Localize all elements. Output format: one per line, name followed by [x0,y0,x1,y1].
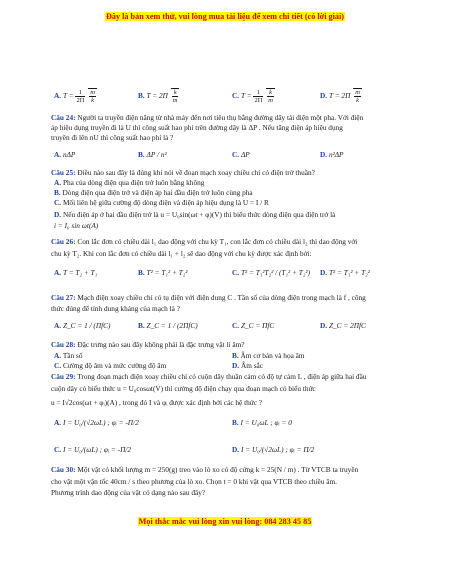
text-span: Z_C = 1 / (2ΠfC) [146,321,198,330]
q29-line-3 [51,398,262,407]
text-span: i = I₀ sin ωt(A) [54,221,99,230]
text-span: Câu 27: [51,293,76,302]
preview-banner-text: Đây là bản xem thử, vui lòng mua tài liệu để xem chi tiết (có lời giải) [105,12,344,21]
q27-line-2 [51,304,180,313]
text-span: Mối liên hệ giữa cường độ dòng điện và điện áp hiệu dụng là U = I / R [62,198,269,207]
text-span: Câu 30: [51,465,76,474]
text-span: A. [54,150,62,159]
q27-option-a [54,321,110,330]
text-span: D. [320,150,328,159]
text-span: m [355,89,360,96]
q24-line-1 [51,113,363,122]
q28-option-c [54,361,166,370]
q30-line-3 [51,488,205,497]
text-span: T² = T₁² + T₂² [328,268,370,277]
text-span: B. [138,91,145,101]
text-span: A. [54,178,62,187]
text-span: cho vật một vận tốc 40cm / s theo phương của lò xo. Chọn t = 0 khi vật qua VTCB theo chiều âm. [51,477,337,486]
q27-line-1 [51,293,366,302]
q29-line-1 [51,372,366,381]
q24-line-3 [51,133,173,142]
text-span: T = 2Π [146,91,168,101]
q28-option-b [232,351,305,360]
text-span: u = I√2cos(ωt + φᵢ)(A) , trong đó I và φᵢ được xác định bởi các hệ thức ? [51,398,263,407]
text-span: D. [54,210,62,219]
text-span: Âm sắc [240,361,264,370]
q29-option-b [232,418,292,427]
text-span: Câu 28: [51,340,76,349]
text-span: m [90,89,95,96]
text-span: A. [54,91,62,101]
q25-option-d-cont [54,221,98,230]
text-span: Đặc trưng nào sau đây không phải là đặc trưng vật lí âm? [77,340,245,349]
text-span: B. [138,321,145,330]
text-span: thức đúng để tính dung kháng của mạch là ? [51,304,180,313]
q24-option-d [320,150,344,159]
q26-option-c [232,268,310,277]
text-span: I = U₀/(√2ωL) ; φᵢ = -Π/2 [62,418,139,427]
text-span: Tần số [62,351,83,360]
q29-line-2 [51,384,316,393]
text-span: k [173,89,177,96]
text-span: B. [232,418,239,427]
q29-option-c [54,445,131,454]
text-span: D. [320,268,328,277]
q28-stem [51,340,245,349]
text-span: C. [232,150,240,159]
text-span: T = [240,91,252,101]
text-span: D. [232,445,240,454]
text-span: Một vật có khối lượng m = 250(g) treo vào lò xo có độ cứng k = 25(N / m) . Từ VTCB ta truyền [77,465,359,474]
text-span: T² = T₁²T₂² / (T₁² + T₂²) [240,268,310,277]
text-span: A. [54,418,62,427]
text-span: D. [232,361,240,370]
text-span: C. [232,321,240,330]
text-span: m [268,97,273,104]
text-span: A. [54,321,62,330]
text-span: I = U₀/(√2ωL) ; φᵢ = Π/2 [240,445,315,454]
q24-option-a [54,150,75,159]
text-span: Dòng điện qua điện trở và điện áp hai đầu điện trở luôn cùng pha [62,188,253,197]
text-span: D. [320,321,328,330]
text-span: Z_C = 1 / (ΠfC) [62,321,111,330]
text-span: nΔP [62,150,76,159]
q23-option-b [138,88,179,104]
q23-option-d [320,88,362,104]
q27-option-c [232,321,274,330]
text-span: Trong đoạn mạch điện xoay chiều chỉ có cuộn dây thuần cảm có độ tự cảm L , điện áp giữa hai đầu [77,372,367,381]
text-span: C. [54,361,62,370]
q26-option-d [320,268,370,277]
q26-line-2 [51,249,312,258]
q25-option-a [54,178,204,187]
q25-option-b [54,188,253,197]
text-span: Z_C = 2ΠfC [328,321,366,330]
text-span: C. [232,268,240,277]
text-span: T = T₂ + T₁ [62,268,98,277]
text-span: T = [62,91,74,101]
q30-line-1 [51,465,358,474]
q23-option-a [54,88,97,104]
q29-option-a [54,418,139,427]
q24-line-2 [51,123,343,132]
text-span: ΔP / n² [146,150,167,159]
q28-option-a [54,351,82,360]
text-span: cuộn dây có biểu thức u = U₀cosωt(V) thì cường độ điện chạy qua đoạn mạch có biểu thức [51,384,316,393]
text-span: T = 2Π [328,91,351,101]
text-span: Con lắc đơn có chiều dài l₁ dao động với chu kỳ T₁, con lắc đơn có chiều dài l₂ thì dao động với [77,237,358,246]
text-span: Âm cơ bản và họa âm [240,351,305,360]
preview-banner [0,12,450,21]
text-span: C. [54,198,62,207]
text-span: C. [54,445,62,454]
q23-option-c [232,88,275,104]
text-span: 2Π [254,97,263,104]
text-span: B. [232,351,239,360]
q25-option-d [54,210,335,219]
text-span: Mạch điện xoay chiều chỉ có tụ điện với điện dung C . Tần số của dòng điện trong mạch là f , công [77,293,366,302]
q26-line-1 [51,237,357,246]
text-span: Câu 25: [51,168,76,177]
text-span: A. [54,351,62,360]
text-span: D. [320,91,328,101]
text-span: n²ΔP [328,150,344,159]
q25-option-c [54,198,269,207]
text-span: B. [54,188,61,197]
text-span: áp hiệu dụng truyền đi là U thì công suất hao phí trên đường dây là ΔP . Nếu tăng điện áp hiệu dụng [51,123,343,132]
q26-option-a [54,268,97,277]
q27-option-b [138,321,198,330]
text-span: C. [232,91,240,101]
q26-option-b [138,268,188,277]
text-span: Câu 26: [51,237,76,246]
text-span: I = U₀ωL ; φᵢ = 0 [240,418,292,427]
text-span: Câu 24: [51,113,76,122]
q28-option-d [232,361,263,370]
text-span: Câu 29: [51,372,76,381]
q24-option-c [232,150,250,159]
text-span: Người ta truyền điện năng từ nhà máy đến nơi tiêu thụ bằng đường dây tải điện một pha. Với điện [77,113,364,122]
text-span: chu kỳ T₂. Khi con lắc đơn có chiều dài l₁ + l₂ sẽ dao động với chu kỳ được xác định bởi: [51,249,312,258]
text-span: Z_C = ΠfC [240,321,275,330]
text-span: k [91,97,95,104]
q24-option-b [138,150,167,159]
text-span: m [172,97,178,104]
text-span: 1 [253,89,263,97]
q25-stem [51,168,315,177]
text-span: ΔP [240,150,250,159]
q29-option-d [232,445,314,454]
text-span: Pha của dòng điện qua điện trở luôn bằng không [62,178,205,187]
text-span: Điều nào sau đây là đúng khi nói về đoạn mạch xoay chiều chỉ có điện trở thuần? [77,168,315,177]
contact-banner [0,517,450,526]
text-span: 1 [75,89,85,97]
text-span: 2Π [76,97,85,104]
text-span: I = U₀/(ωL) ; φᵢ = -Π/2 [62,445,132,454]
text-span: A. [54,268,62,277]
text-span: B. [138,150,145,159]
text-span: k [356,97,359,104]
text-span: k [269,89,273,96]
text-span: Cường độ âm và mức cường độ âm [62,361,167,370]
q30-line-2 [51,477,337,486]
contact-banner-text: Mọi thắc mắc vui lòng xin vui lòng: 084 283 45 85 [138,517,312,526]
text-span: Phương trình dao động của vật có dạng nào sau đây? [51,488,206,497]
text-span: Nếu điện áp ở hai đầu điện trở là u = U₀sin(ωt + φ)(V) thì biểu thức dòng điện qua điện trở là [62,210,336,219]
q27-option-d [320,321,366,330]
text-span: T² = T₁² + T₂² [146,268,188,277]
text-span: B. [138,268,145,277]
text-span: truyền đi lên nU thì công suất hao phí là ? [51,133,174,142]
